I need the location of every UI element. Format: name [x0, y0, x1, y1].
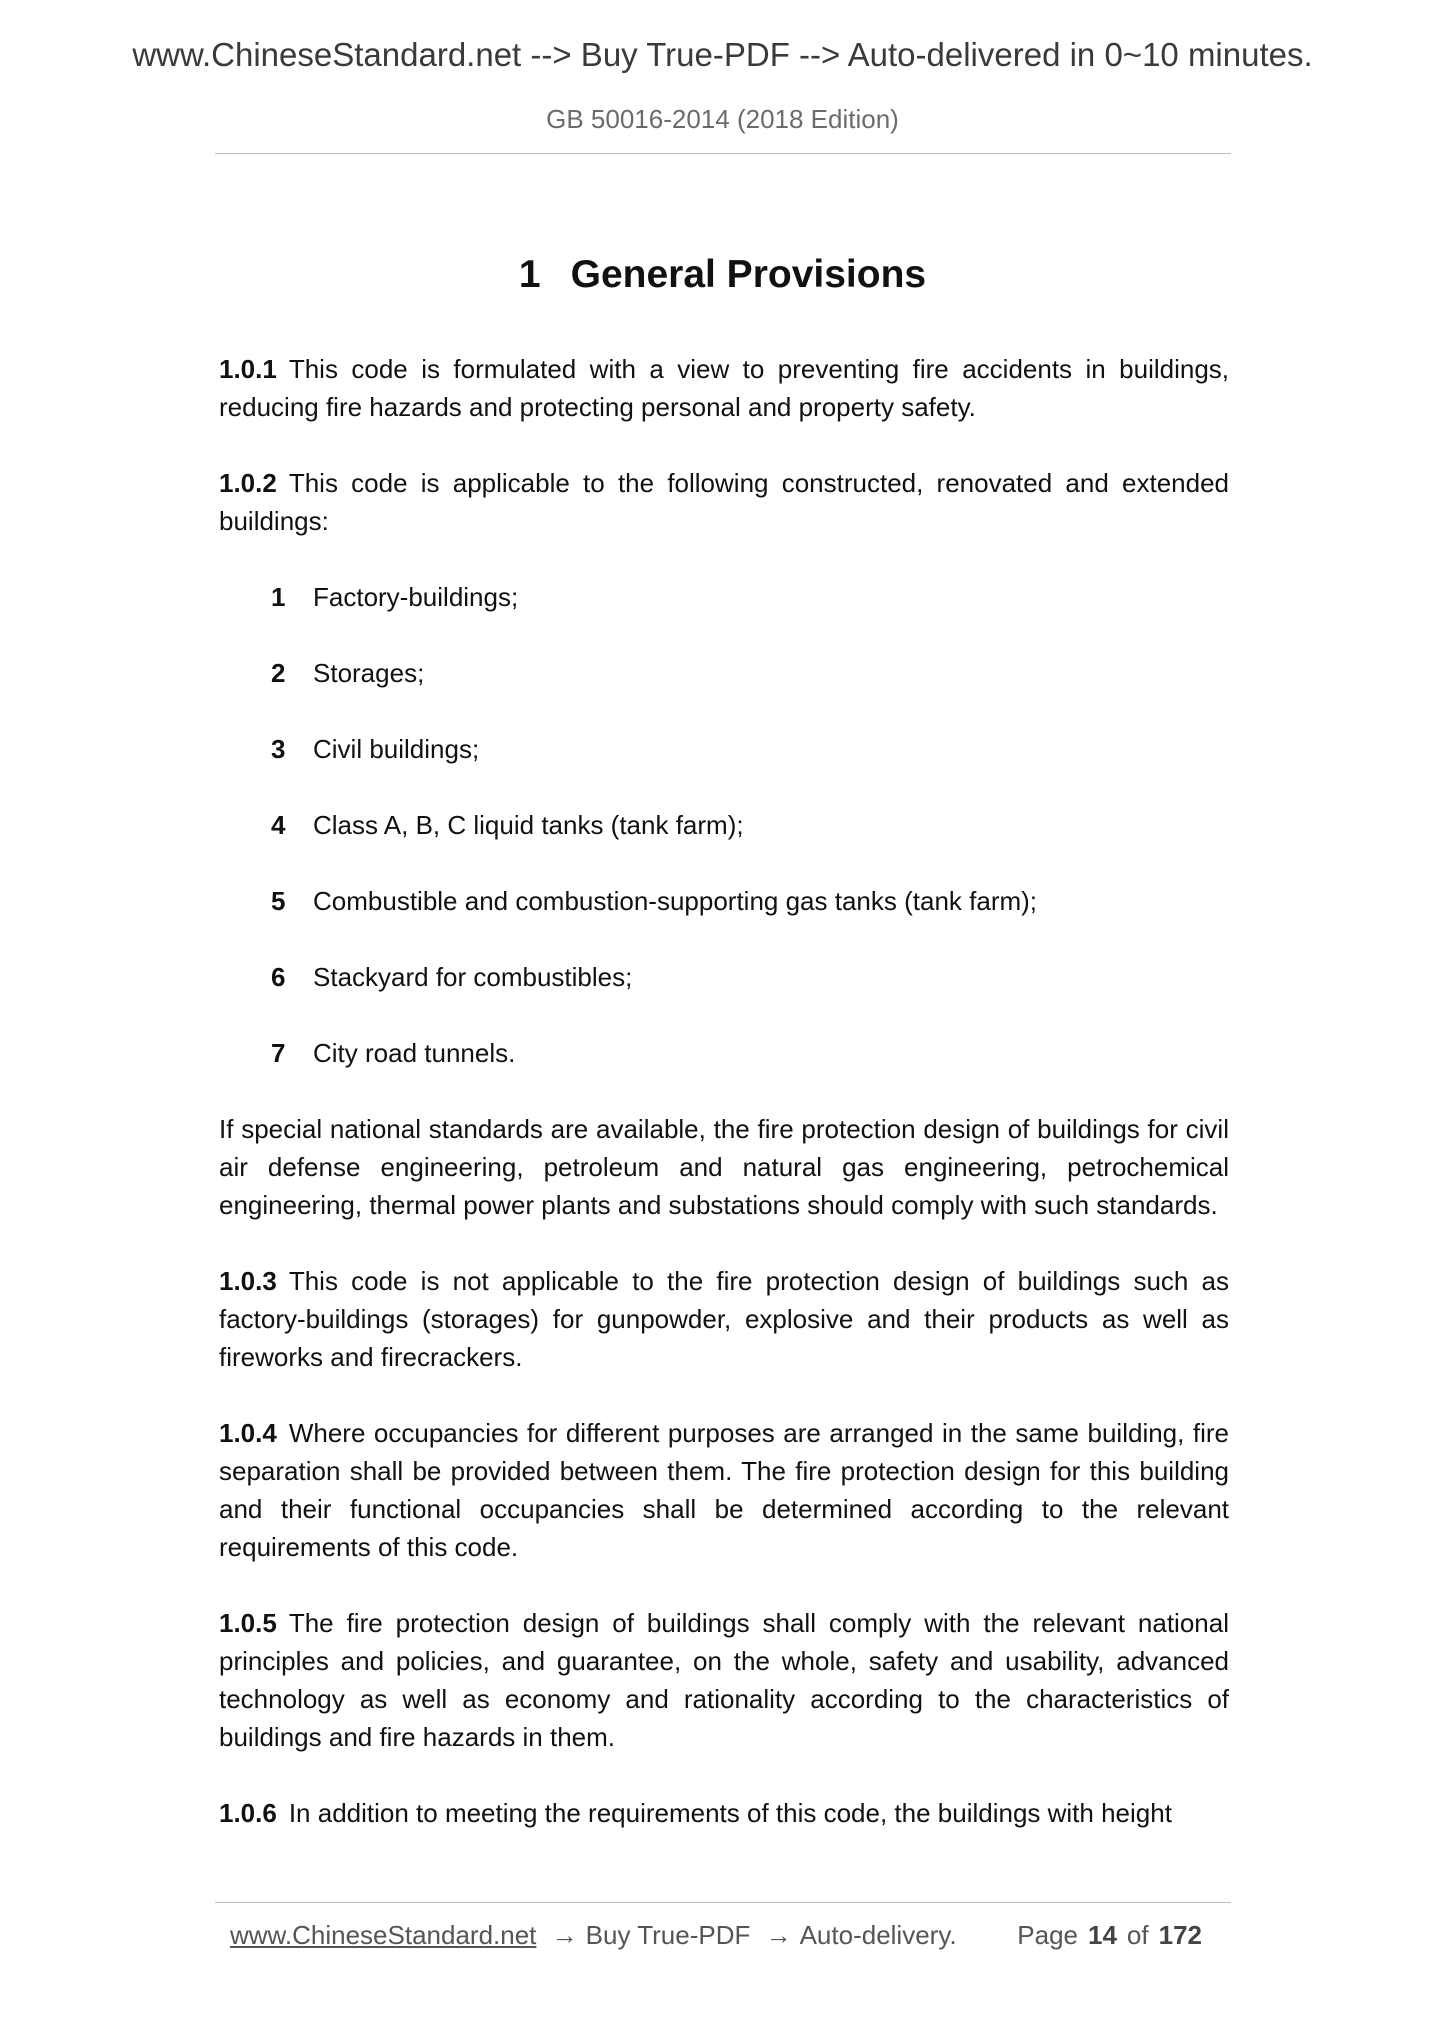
list-item [219, 882, 1229, 920]
clause-text: This code is formulated with a view to preventing fire accidents in buildings, reducing fire hazards and protecting personal and property safety. [219, 354, 1229, 422]
page-current: 14 [1088, 1920, 1117, 1950]
page-of: of [1126, 1920, 1149, 1950]
list-item [219, 730, 1229, 768]
chapter-number: 1 [518, 253, 541, 296]
list-item [219, 578, 1229, 616]
clause-1-0-1 [219, 350, 1229, 426]
clause-1-0-2 [219, 464, 1229, 540]
list-item-number: 7 [271, 1038, 286, 1068]
clause-text: Where occupancies for different purposes are arranged in the same building, fire separation shall be provided between them. The fire protection design for this building and their functional occupancies shall be determined according to the relevant requirements of this code. [219, 1418, 1229, 1562]
clause-number: 1.0.5 [219, 1608, 277, 1638]
footer-delivery-text: Auto-delivery. [799, 1920, 957, 1950]
page-indicator [1017, 1920, 1212, 1951]
clause-text: This code is applicable to the following constructed, renovated and extended buildings: [219, 468, 1229, 536]
list-item-number: 3 [271, 734, 286, 764]
clause-number: 1.0.2 [219, 468, 277, 498]
list-item [219, 654, 1229, 692]
list-item-text: Class A, B, C liquid tanks (tank farm); [313, 810, 744, 840]
clause-number: 1.0.6 [219, 1798, 277, 1828]
clause-text: In addition to meeting the requirements of this code, the buildings with height [288, 1798, 1172, 1828]
chapter-title: General Provisions [570, 253, 927, 296]
list-item [219, 1034, 1229, 1072]
arrow-right-icon: → [765, 1920, 792, 1950]
list-item [219, 958, 1229, 996]
footer-divider [215, 1902, 1231, 1903]
list-item-number: 2 [271, 658, 286, 688]
list-item-number: 5 [271, 886, 286, 916]
page-footer [230, 1920, 1220, 1951]
clause-1-0-4 [219, 1414, 1229, 1566]
page-label: Page [1017, 1920, 1078, 1950]
document-body [219, 350, 1229, 1832]
footer-buy-text: Buy True-PDF [585, 1920, 751, 1950]
list-item-text: Civil buildings; [313, 734, 480, 764]
list-item-text: Factory-buildings; [313, 582, 519, 612]
list-item [219, 806, 1229, 844]
clause-number: 1.0.3 [219, 1266, 277, 1296]
clause-text: This code is not applicable to the fire protection design of buildings such as factory-buildings (storages) for gunpowder, explosive and their products as well as fireworks and firecrackers. [219, 1266, 1229, 1372]
list-item-number: 1 [271, 582, 286, 612]
document-subtitle: GB 50016-2014 (2018 Edition) [546, 104, 899, 134]
list-item-number: 4 [271, 810, 286, 840]
chapter-heading [0, 253, 1445, 297]
list-item-text: Combustible and combustion-supporting gas tanks (tank farm); [313, 886, 1038, 916]
list-item-text: Storages; [313, 658, 425, 688]
clause-1-0-5 [219, 1604, 1229, 1756]
list-item-number: 6 [271, 962, 286, 992]
arrow-right-icon: → [551, 1920, 578, 1950]
clause-text: The fire protection design of buildings shall comply with the relevant national principles and policies, and guarantee, on the whole, safety and usability, advanced technology as well as economy and rationality according to the characteristics of buildings and fire hazards in them. [219, 1608, 1229, 1752]
list-item-text: Stackyard for combustibles; [313, 962, 633, 992]
list-item-text: City road tunnels. [313, 1038, 516, 1068]
clause-1-0-3 [219, 1262, 1229, 1376]
clause-number: 1.0.1 [219, 354, 277, 384]
header-banner: www.ChineseStandard.net --> Buy True-PDF --> Auto-delivered in 0~10 minutes. [132, 36, 1313, 73]
clause-1-0-2-note: If special national standards are available, the fire protection design of buildings for civil air defense engineering, petroleum and natural gas engineering, petrochemical engineering, thermal power plants and substations should comply with such standards. [219, 1114, 1229, 1220]
page-total: 172 [1158, 1920, 1202, 1950]
footer-site-link[interactable]: www.ChineseStandard.net [230, 1920, 537, 1950]
clause-number: 1.0.4 [219, 1418, 277, 1448]
header-divider [215, 153, 1231, 154]
clause-1-0-6 [219, 1794, 1229, 1832]
